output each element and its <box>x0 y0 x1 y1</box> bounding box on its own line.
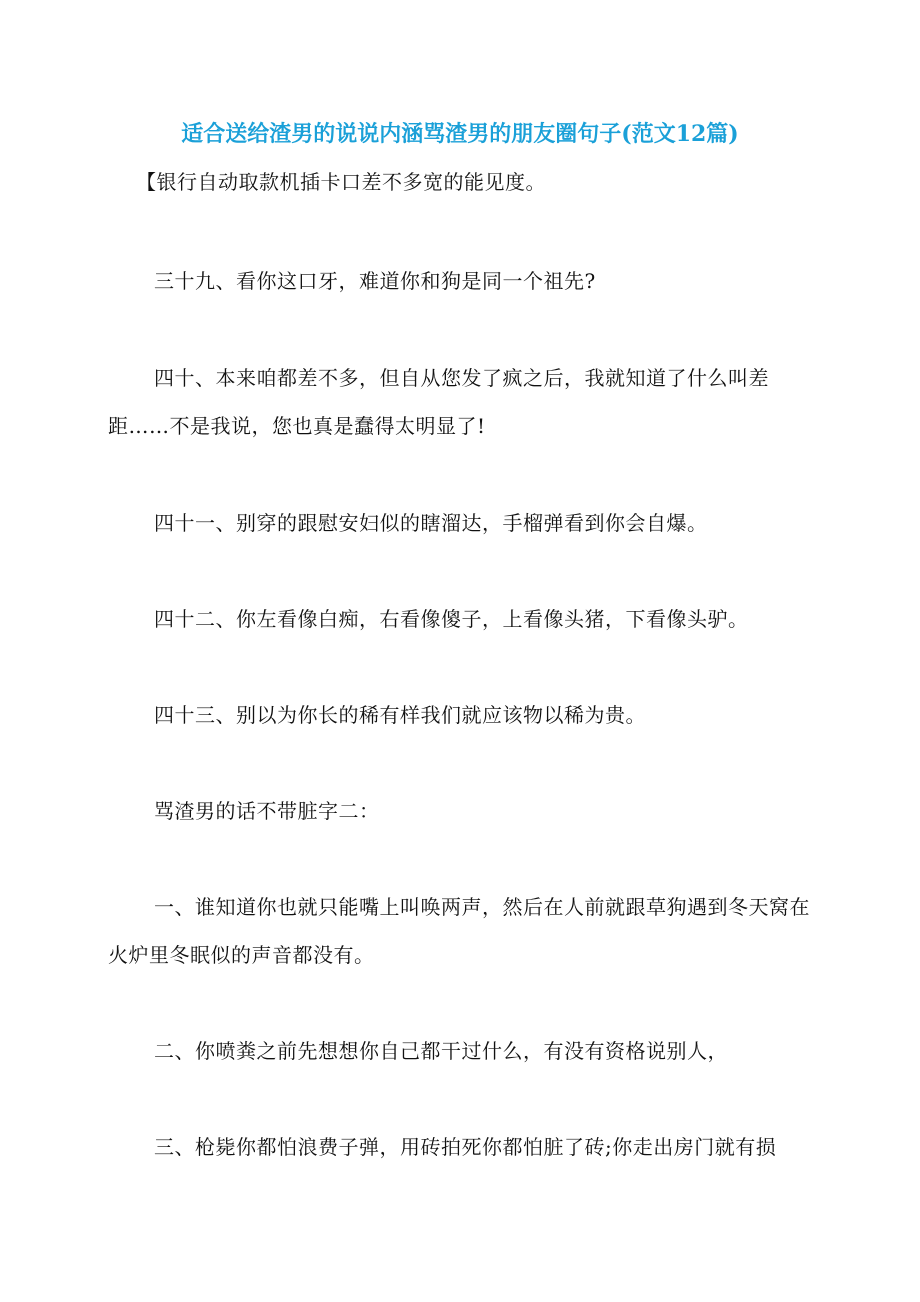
document-title: 适合送给渣男的说说内涵骂渣男的朋友圈句子(范文12篇) <box>181 121 739 147</box>
paragraph-40: 四十、本来咱都差不多，但自从您发了疯之后，我就知道了什么叫差距……不是我说，您也真是蠢得太明显了! <box>108 366 769 438</box>
paragraph-41: 四十一、别穿的跟慰安妇似的瞎溜达，手榴弹看到你会自爆。 <box>154 511 708 535</box>
section-heading-2: 骂渣男的话不带脏字二： <box>154 799 380 823</box>
paragraph-39: 三十九、看你这口牙，难道你和狗是同一个祖先? <box>154 269 596 293</box>
paragraph-one: 一、谁知道你也就只能嘴上叫唤两声，然后在人前就跟草狗遇到冬天窝在火炉里冬眠似的声音都没有。 <box>108 895 810 967</box>
paragraph-43: 四十三、别以为你长的稀有样我们就应该物以稀为贵。 <box>154 703 646 727</box>
paragraph-three: 三、枪毙你都怕浪费子弹，用砖拍死你都怕脏了砖;你走出房门就有损 <box>154 1135 777 1159</box>
paragraph-two: 二、你喷粪之前先想想你自己都干过什么，有没有资格说别人， <box>154 1039 728 1063</box>
paragraph-42: 四十二、你左看像白痴，右看像傻子，上看像头猪，下看像头驴。 <box>154 607 749 631</box>
paragraph-intro: 【银行自动取款机插卡口差不多宽的能见度。 <box>136 170 546 194</box>
